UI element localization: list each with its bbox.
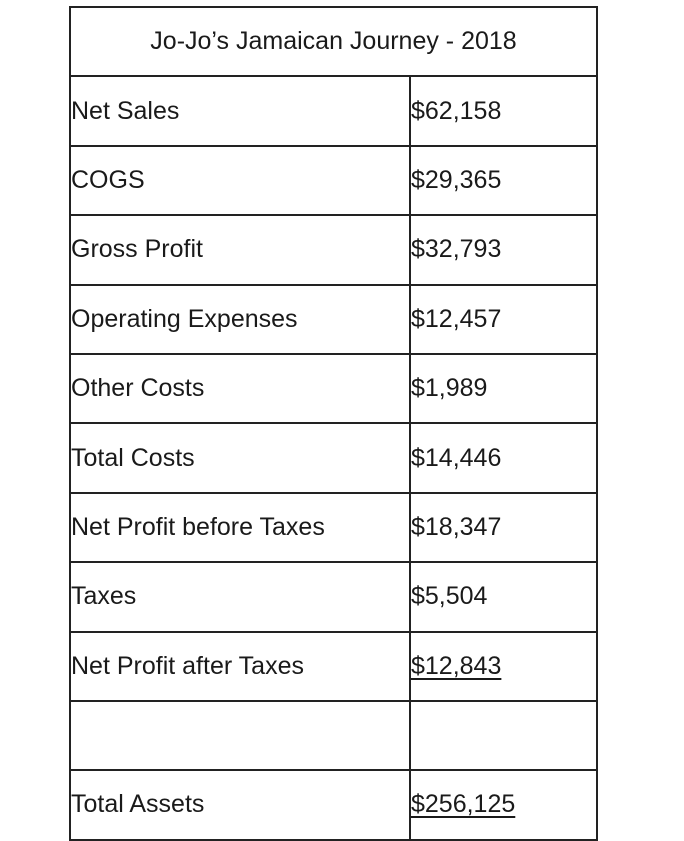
- row-label: Total Costs: [70, 423, 410, 492]
- table-row-net-sales: [70, 76, 597, 145]
- row-value: $18,347: [410, 493, 597, 562]
- row-label: Net Sales: [70, 76, 410, 145]
- table-row-gross-profit: [70, 215, 597, 284]
- row-label: Gross Profit: [70, 215, 410, 284]
- table-row-cogs: [70, 146, 597, 215]
- row-value: $5,504: [410, 562, 597, 631]
- underlined-value: $12,843: [411, 651, 502, 680]
- row-label: COGS: [70, 146, 410, 215]
- table-title-row: [70, 7, 597, 76]
- table-row-net-profit-before-taxes: [70, 493, 597, 562]
- row-value: $29,365: [410, 146, 597, 215]
- row-label: Other Costs: [70, 354, 410, 423]
- table-row-taxes: [70, 562, 597, 631]
- row-label: Operating Expenses: [70, 285, 410, 354]
- row-value: $12,457: [410, 285, 597, 354]
- table-row-total-costs: [70, 423, 597, 492]
- table-title: Jo-Jo’s Jamaican Journey - 2018: [70, 7, 597, 76]
- row-label: Net Profit before Taxes: [70, 493, 410, 562]
- financial-summary-sheet: [69, 6, 596, 841]
- table-row-net-profit-after-taxes: [70, 632, 597, 701]
- row-value: [410, 632, 597, 701]
- empty-cell: [70, 701, 410, 770]
- row-value: $32,793: [410, 215, 597, 284]
- row-label: Taxes: [70, 562, 410, 631]
- table-row-other-costs: [70, 354, 597, 423]
- table-row-operating-expenses: [70, 285, 597, 354]
- row-value: $1,989: [410, 354, 597, 423]
- row-label: Total Assets: [70, 770, 410, 839]
- row-value: $14,446: [410, 423, 597, 492]
- row-value: [410, 770, 597, 839]
- empty-cell: [410, 701, 597, 770]
- table-row-empty: [70, 701, 597, 770]
- row-value: $62,158: [410, 76, 597, 145]
- underlined-value: $256,125: [411, 790, 516, 819]
- table-row-total-assets: [70, 770, 597, 839]
- row-label: Net Profit after Taxes: [70, 632, 410, 701]
- profit-loss-table: [69, 6, 598, 841]
